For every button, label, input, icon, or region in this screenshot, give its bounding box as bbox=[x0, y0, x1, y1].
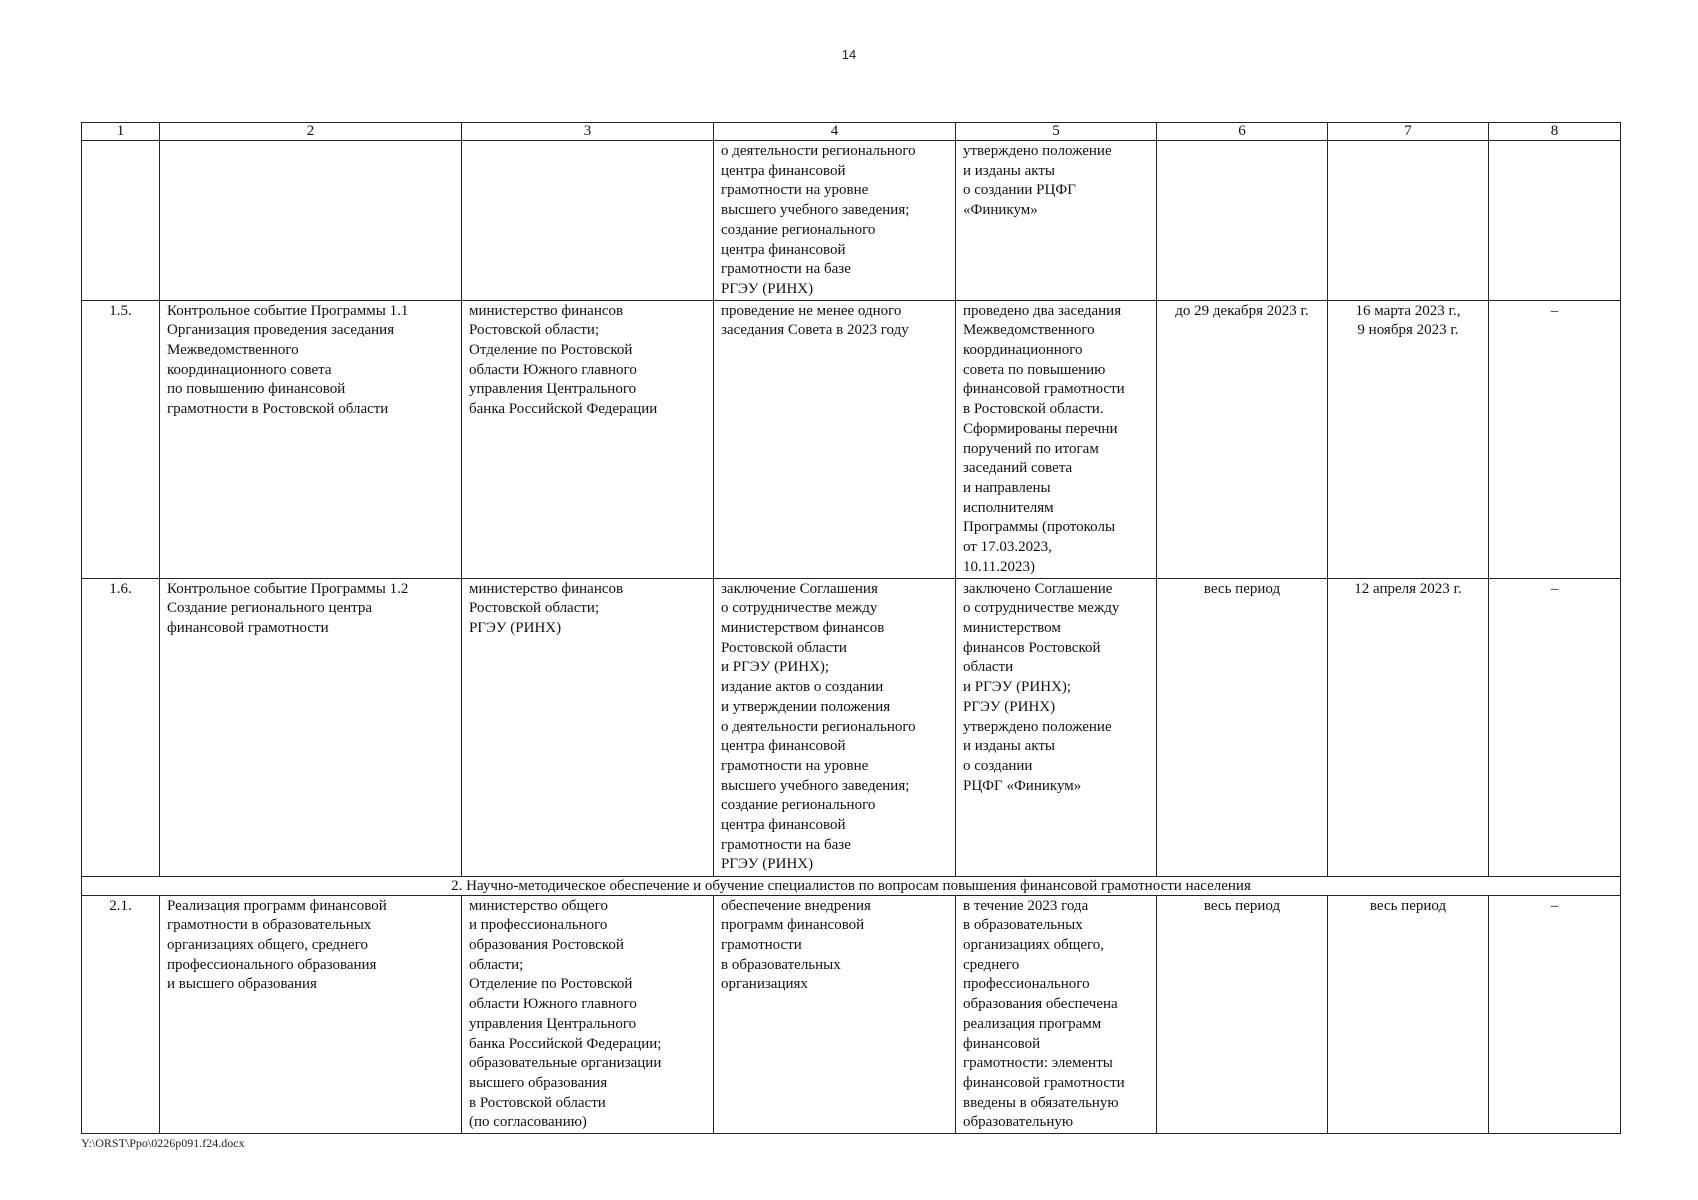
table-row bbox=[82, 141, 1621, 301]
cell-text-line: образовательную bbox=[963, 1114, 1074, 1131]
cell-text-line: (по согласованию) bbox=[469, 1114, 587, 1131]
section-header-row bbox=[82, 876, 1621, 895]
cell-text-line: грамотности в образовательных bbox=[167, 917, 372, 934]
cell-text-line: банка Российской Федерации bbox=[469, 401, 658, 418]
cell-text-line: реализация программ bbox=[963, 1015, 1102, 1032]
cell-text-line: заседаний совета bbox=[963, 460, 1073, 477]
cell-text-line: области Южного главного bbox=[469, 361, 637, 378]
cell-text-line: грамотности на базе bbox=[721, 261, 851, 278]
column-header: 1 bbox=[82, 123, 160, 141]
table-cell-col-5 bbox=[956, 578, 1157, 876]
cell-text-line: в образовательных bbox=[721, 956, 841, 973]
cell-text-line: в образовательных bbox=[963, 917, 1083, 934]
cell-text-line: грамотности на уровне bbox=[721, 182, 869, 199]
cell-text-line: РГЭУ (РИНХ) bbox=[963, 698, 1056, 715]
cell-text-line: о сотрудничестве между bbox=[963, 600, 1120, 617]
table-cell-col-5 bbox=[956, 895, 1157, 1133]
table-row bbox=[82, 895, 1621, 1133]
cell-text-line: – bbox=[1550, 302, 1559, 319]
cell-text-line: «Финикум» bbox=[963, 202, 1038, 219]
cell-text-line: и изданы акты bbox=[963, 738, 1055, 755]
column-header: 2 bbox=[160, 123, 462, 141]
table-cell-col-2 bbox=[160, 141, 462, 301]
cell-text-line: Отделение по Ростовской bbox=[469, 976, 633, 993]
cell-text-line: координационного совета bbox=[167, 361, 332, 378]
table-cell-col-1 bbox=[82, 895, 160, 1133]
cell-text-line: управления Центрального bbox=[469, 381, 637, 398]
cell-text-line: образования Ростовской bbox=[469, 937, 624, 954]
footer-file-path: Y:\ORST\Ppo\0226p091.f24.docx bbox=[81, 1136, 245, 1150]
cell-text-line: поручений по итогам bbox=[963, 440, 1099, 457]
table-row bbox=[82, 578, 1621, 876]
cell-text-line: исполнителям bbox=[963, 499, 1054, 516]
cell-text-line: заключено Соглашение bbox=[963, 580, 1113, 597]
table-cell-col-2 bbox=[160, 895, 462, 1133]
table-cell-col-1 bbox=[82, 578, 160, 876]
cell-text-line: Межведомственного bbox=[963, 322, 1095, 339]
cell-text-line: проведено два заседания bbox=[963, 302, 1122, 319]
table-cell-col-5 bbox=[956, 300, 1157, 578]
cell-text-line: грамотности: элементы bbox=[963, 1055, 1113, 1072]
cell-text-line: РГЭУ (РИНХ) bbox=[721, 856, 814, 873]
cell-text-line: о сотрудничестве между bbox=[721, 600, 878, 617]
cell-text-line: и высшего образования bbox=[167, 976, 317, 993]
cell-text-line: финансовой грамотности bbox=[963, 381, 1125, 398]
cell-text-line: финансовой грамотности bbox=[963, 1074, 1125, 1091]
cell-text-line: грамотности в Ростовской области bbox=[167, 401, 389, 418]
cell-text-line: организациях общего, среднего bbox=[167, 937, 368, 954]
page-number: 14 bbox=[841, 47, 857, 62]
table-cell-col-6 bbox=[1157, 141, 1328, 301]
cell-text-line: РГЭУ (РИНХ) bbox=[469, 620, 562, 637]
table-cell-col-2 bbox=[160, 300, 462, 578]
column-header-row bbox=[82, 123, 1621, 141]
cell-text-line: финансовой грамотности bbox=[167, 620, 329, 637]
cell-text-line: грамотности на базе bbox=[721, 836, 851, 853]
cell-text-line: весь период bbox=[1203, 580, 1281, 597]
table-cell-col-1 bbox=[82, 300, 160, 578]
cell-text-line: области bbox=[963, 659, 1014, 676]
cell-text-line: 1.6. bbox=[109, 580, 132, 597]
cell-text-line: Сформированы перечни bbox=[963, 420, 1118, 437]
cell-text-line: центра финансовой bbox=[721, 162, 846, 179]
cell-text-line: 2.1. bbox=[109, 897, 132, 914]
table-cell-col-8 bbox=[1489, 141, 1621, 301]
table-cell-col-7 bbox=[1328, 300, 1489, 578]
column-header: 7 bbox=[1328, 123, 1489, 141]
cell-text-line: утверждено положение bbox=[963, 143, 1112, 159]
cell-text-line: о создании bbox=[963, 757, 1033, 774]
cell-text-line: в течение 2023 года bbox=[963, 897, 1089, 914]
column-header: 4 bbox=[714, 123, 956, 141]
cell-text-line: образовательные организации bbox=[469, 1055, 662, 1072]
section-title: 2. Научно-методическое обеспечение и обучение специалистов по вопросам повышения финансовой грамотности населения bbox=[82, 876, 1621, 895]
cell-text-line: до 29 декабря 2023 г. bbox=[1175, 302, 1309, 319]
cell-text-line: весь период bbox=[1369, 897, 1447, 914]
cell-text-line: управления Центрального bbox=[469, 1015, 637, 1032]
cell-text-line: грамотности bbox=[721, 937, 802, 954]
cell-text-line: Ростовской области; bbox=[469, 322, 600, 339]
cell-text-line: грамотности на уровне bbox=[721, 757, 869, 774]
cell-text-line: и РГЭУ (РИНХ); bbox=[963, 679, 1072, 696]
cell-text-line: проведение не менее одного bbox=[721, 302, 902, 319]
cell-text-line: Ростовской области bbox=[721, 639, 847, 656]
cell-text-line: о создании РЦФГ bbox=[963, 182, 1076, 199]
cell-text-line: финансовой bbox=[963, 1035, 1041, 1052]
cell-text-line: о деятельности регионального bbox=[721, 143, 916, 159]
table-cell-col-7 bbox=[1328, 895, 1489, 1133]
cell-text-line: программ финансовой bbox=[721, 917, 865, 934]
table-cell-col-4 bbox=[714, 895, 956, 1133]
cell-text-line: 12 апреля 2023 г. bbox=[1354, 580, 1462, 597]
column-header: 8 bbox=[1489, 123, 1621, 141]
cell-text-line: образования обеспечена bbox=[963, 996, 1118, 1013]
cell-text-line: и РГЭУ (РИНХ); bbox=[721, 659, 830, 676]
cell-text-line: и направлены bbox=[963, 479, 1051, 496]
column-header: 3 bbox=[462, 123, 714, 141]
cell-text-line: – bbox=[1550, 897, 1559, 914]
cell-text-line: РЦФГ «Финикум» bbox=[963, 777, 1082, 794]
cell-text-line: в Ростовской области bbox=[469, 1094, 606, 1111]
table-cell-col-8 bbox=[1489, 895, 1621, 1133]
cell-text-line: Организация проведения заседания bbox=[167, 322, 395, 339]
table-cell-col-8 bbox=[1489, 578, 1621, 876]
cell-text-line: профессионального bbox=[963, 976, 1090, 993]
cell-text-line: заседания Совета в 2023 году bbox=[721, 322, 909, 339]
cell-text-line: 1.5. bbox=[109, 302, 132, 319]
cell-text-line: 9 ноября 2023 г. bbox=[1357, 322, 1459, 339]
cell-text-line: по повышению финансовой bbox=[167, 381, 346, 398]
cell-text-line: от 17.03.2023, bbox=[963, 539, 1052, 556]
cell-text-line: организациях bbox=[721, 976, 808, 993]
cell-text-line: Создание регионального центра bbox=[167, 600, 373, 617]
table-cell-col-4 bbox=[714, 141, 956, 301]
cell-text-line: Контрольное событие Программы 1.1 bbox=[167, 302, 409, 319]
table-cell-col-2 bbox=[160, 578, 462, 876]
table-cell-col-3 bbox=[462, 578, 714, 876]
cell-text-line: обеспечение внедрения bbox=[721, 897, 871, 914]
cell-text-line: Программы (протоколы bbox=[963, 519, 1116, 536]
cell-text-line: министерство финансов bbox=[469, 302, 624, 319]
cell-text-line: области Южного главного bbox=[469, 996, 637, 1013]
cell-text-line: министерство общего bbox=[469, 897, 609, 914]
column-header: 5 bbox=[956, 123, 1157, 141]
table-cell-col-5 bbox=[956, 141, 1157, 301]
cell-text-line: профессионального образования bbox=[167, 956, 377, 973]
cell-text-line: издание актов о создании bbox=[721, 679, 884, 696]
table-cell-col-7 bbox=[1328, 141, 1489, 301]
table-cell-col-6 bbox=[1157, 895, 1328, 1133]
cell-text-line: создание регионального bbox=[721, 221, 876, 238]
cell-text-line: и изданы акты bbox=[963, 162, 1055, 179]
cell-text-line: совета по повышению bbox=[963, 361, 1106, 378]
cell-text-line: высшего учебного заведения; bbox=[721, 777, 910, 794]
report-table bbox=[81, 122, 1621, 1134]
cell-text-line: центра финансовой bbox=[721, 738, 846, 755]
table-body bbox=[82, 141, 1621, 1134]
table-cell-col-3 bbox=[462, 141, 714, 301]
cell-text-line: заключение Соглашения bbox=[721, 580, 878, 597]
cell-text-line: Отделение по Ростовской bbox=[469, 342, 633, 359]
cell-text-line: центра финансовой bbox=[721, 241, 846, 258]
cell-text-line: создание регионального bbox=[721, 797, 876, 814]
table-cell-col-3 bbox=[462, 300, 714, 578]
cell-text-line: и профессионального bbox=[469, 917, 608, 934]
table-cell-col-6 bbox=[1157, 578, 1328, 876]
cell-text-line: координационного bbox=[963, 342, 1083, 359]
cell-text-line: министерством финансов bbox=[721, 620, 885, 637]
cell-text-line: министерство финансов bbox=[469, 580, 624, 597]
cell-text-line: министерством bbox=[963, 620, 1061, 637]
cell-text-line: утверждено положение bbox=[963, 718, 1112, 735]
table-cell-col-8 bbox=[1489, 300, 1621, 578]
cell-text-line: Контрольное событие Программы 1.2 bbox=[167, 580, 409, 597]
table-cell-col-3 bbox=[462, 895, 714, 1133]
table-cell-col-1 bbox=[82, 141, 160, 301]
cell-text-line: высшего учебного заведения; bbox=[721, 202, 910, 219]
cell-text-line: 10.11.2023) bbox=[963, 558, 1035, 575]
table-cell-col-4 bbox=[714, 578, 956, 876]
column-header: 6 bbox=[1157, 123, 1328, 141]
cell-text-line: о деятельности регионального bbox=[721, 718, 916, 735]
cell-text-line: введены в обязательную bbox=[963, 1094, 1119, 1111]
cell-text-line: высшего образования bbox=[469, 1074, 608, 1091]
cell-text-line: среднего bbox=[963, 956, 1020, 973]
cell-text-line: Ростовской области; bbox=[469, 600, 600, 617]
cell-text-line: РГЭУ (РИНХ) bbox=[721, 280, 814, 297]
table-cell-col-6 bbox=[1157, 300, 1328, 578]
cell-text-line: банка Российской Федерации; bbox=[469, 1035, 662, 1052]
cell-text-line: Межведомственного bbox=[167, 342, 299, 359]
table-cell-col-7 bbox=[1328, 578, 1489, 876]
cell-text-line: области; bbox=[469, 956, 524, 973]
cell-text-line: в Ростовской области. bbox=[963, 401, 1104, 418]
table-row bbox=[82, 300, 1621, 578]
cell-text-line: весь период bbox=[1203, 897, 1281, 914]
table-cell-col-4 bbox=[714, 300, 956, 578]
cell-text-line: организациях общего, bbox=[963, 937, 1105, 954]
cell-text-line: – bbox=[1550, 580, 1559, 597]
cell-text-line: 16 марта 2023 г., bbox=[1355, 302, 1461, 319]
cell-text-line: Реализация программ финансовой bbox=[167, 897, 387, 914]
cell-text-line: центра финансовой bbox=[721, 817, 846, 834]
cell-text-line: финансов Ростовской bbox=[963, 639, 1101, 656]
cell-text-line: и утверждении положения bbox=[721, 698, 891, 715]
